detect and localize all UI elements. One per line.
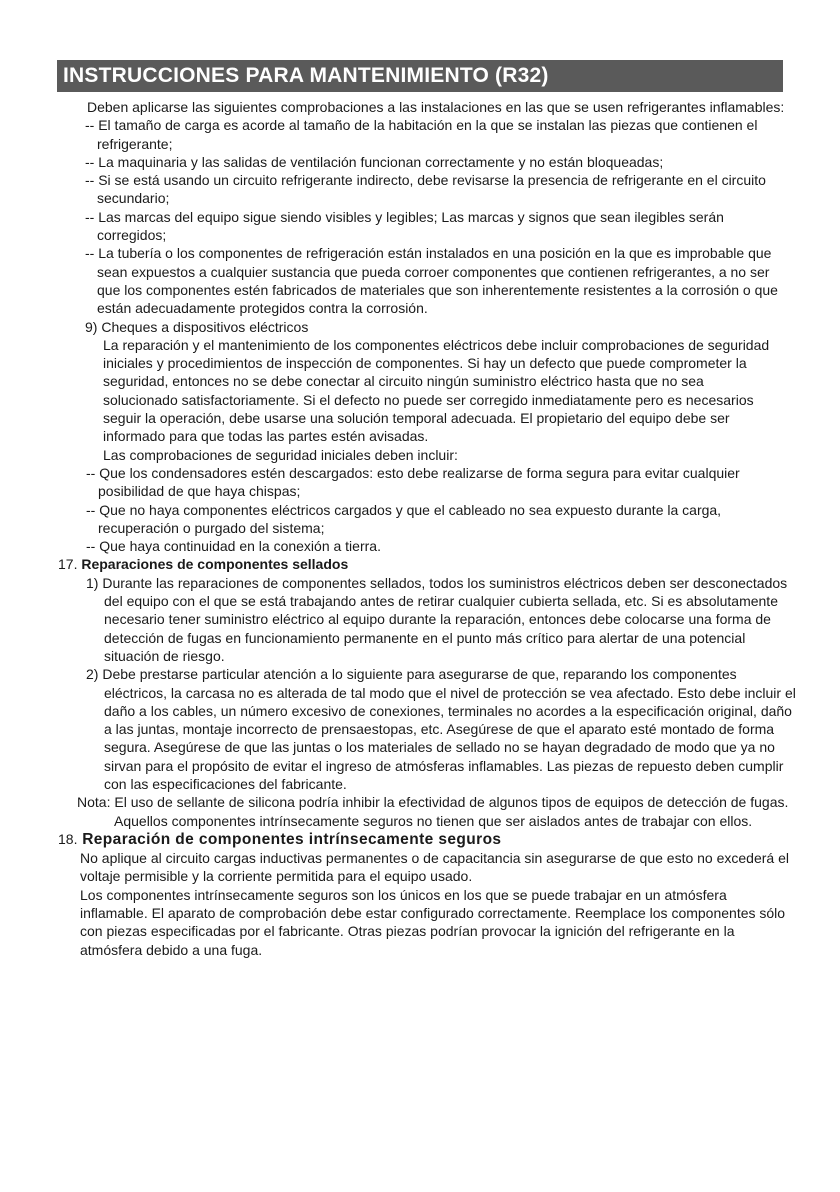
nota-label: Nota: (77, 794, 111, 811)
nota-line-2: Aquellos componentes intrínsecamente seguros no tienen que ser aislados antes de trabajar con ellos. (114, 812, 753, 829)
check-item: -- La maquinaria y las salidas de ventilación funcionan correctamente y no están bloqueadas; (85, 153, 664, 170)
check-item: -- El tamaño de carga es acorde al tamaño de la habitación en la que se instalan las piezas que contienen el refrigerante; (85, 117, 758, 152)
section18-title: Reparación de componentes intrínsecamente seguros (82, 830, 502, 848)
section18-heading (58, 830, 840, 849)
intro-paragraph: Deben aplicarse las siguientes comprobaciones a las instalaciones en las que se usen refrigerantes inflamables: (87, 99, 785, 115)
check-item: -- La tubería o los componentes de refrigeración están instalados en una posición en la que es improbable que sean expuestos a cualquier sustancia que pueda corroer componentes que contienen refrigerantes, a no ser que los componentes estén fabricados de materiales que son inherentemente resistentes a la corrosión o que están adecuadamente protegidos contra la corrosión. (85, 245, 778, 317)
section17-number: 17. (58, 556, 78, 573)
document-body (0, 98, 840, 959)
page-title: INSTRUCCIONES PARA MANTENIMIENTO (R32) (57, 60, 783, 92)
section18-paragraph: Los componentes intrínsecamente seguros son los únicos en los que se puede trabajar en un atmósfera inflamable. El aparato de comprobación debe estar configurado correctamente. Reemplace los componentes sólo con piezas especificadas por el fabricante. Otras piezas podrían provocar la ignición del refrigerante en la atmósfera debido a una fuga. (80, 886, 786, 958)
item9-lead: Las comprobaciones de seguridad iniciales deben incluir: (103, 446, 458, 463)
section17-item: 2) Debe prestarse particular atención a lo siguiente para asegurarse de que, reparando los componentes eléctricos, la carcasa no es alterada de tal modo que el nivel de protección se vea afectado. Esto debe incluir el daño a los cables, un número excesivo de conexiones, terminales no acordes a la especificación original, daño a las juntas, montaje incorrecto de prensaestopas, etc. Asegúrese de que el aparato esté montado de forma segura. Asegúrese de que las juntas o los materiales de sellado no se hayan degradado de modo que ya no sirvan para el propósito de evitar el ingreso de atmósferas inflamables. Las piezas de repuesto deben cumplir con las especificaciones del fabricante. (86, 666, 796, 792)
nota-line (77, 793, 800, 811)
section17-item: 1) Durante las reparaciones de componentes sellados, todos los suministros eléctricos deben ser desconectados del equipo con el que se está trabajando antes de retirar cualquier cubierta sellada, etc. Si es absolutamente necesario tener suministro eléctrico al equipo durante la reparación, entonces debe colocarse una forma de detección de fugas en funcionamiento permanente en el punto más crítico para alertar de una potencial situación de riesgo. (86, 574, 788, 664)
section17-title: Reparaciones de componentes sellados (81, 556, 349, 573)
item9-check: -- Que los condensadores estén descargados: esto debe realizarse de forma segura para evitar cualquier posibilidad de que haya chispas; (86, 464, 740, 500)
item9-check: -- Que haya continuidad en la conexión a tierra. (86, 538, 381, 555)
item9-body: La reparación y el mantenimiento de los componentes eléctricos debe incluir comprobaciones de seguridad iniciales y procedimientos de inspección de componentes. Si hay un defecto que puede comprometer la seguridad, entonces no se debe conectar al circuito ningún suministro eléctrico hasta que no sea solucionado satisfactoriamente. Si el defecto no puede ser corregido inmediatamente pero es necesarios seguir la operación, debe usarse una solución temporal adecuada. El propietario del equipo debe ser informado para que todas las partes estén avisadas. (103, 336, 770, 445)
item9-check: -- Que no haya componentes eléctricos cargados y que el cableado no sea expuesto durante la carga, recuperación o purgado del sistema; (86, 501, 722, 536)
nota-text: El uso de sellante de silicona podría inhibir la efectividad de algunos tipos de equipos de detección de fugas. (114, 794, 789, 811)
section17-heading (58, 555, 840, 573)
item9-heading: 9) Cheques a dispositivos eléctricos (85, 318, 309, 335)
check-item: -- Si se está usando un circuito refrigerante indirecto, debe revisarse la presencia de refrigerante en el circuito secundario; (85, 172, 766, 207)
check-item: -- Las marcas del equipo sigue siendo visibles y legibles; Las marcas y signos que sean ilegibles serán corregidos; (85, 208, 724, 244)
section18-paragraph: No aplique al circuito cargas inductivas permanentes o de capacitancia sin asegurarse de que esto no excederá el voltaje permisible y la corriente permitida para el equipo usado. (80, 850, 789, 885)
section18-number: 18. (58, 830, 78, 847)
